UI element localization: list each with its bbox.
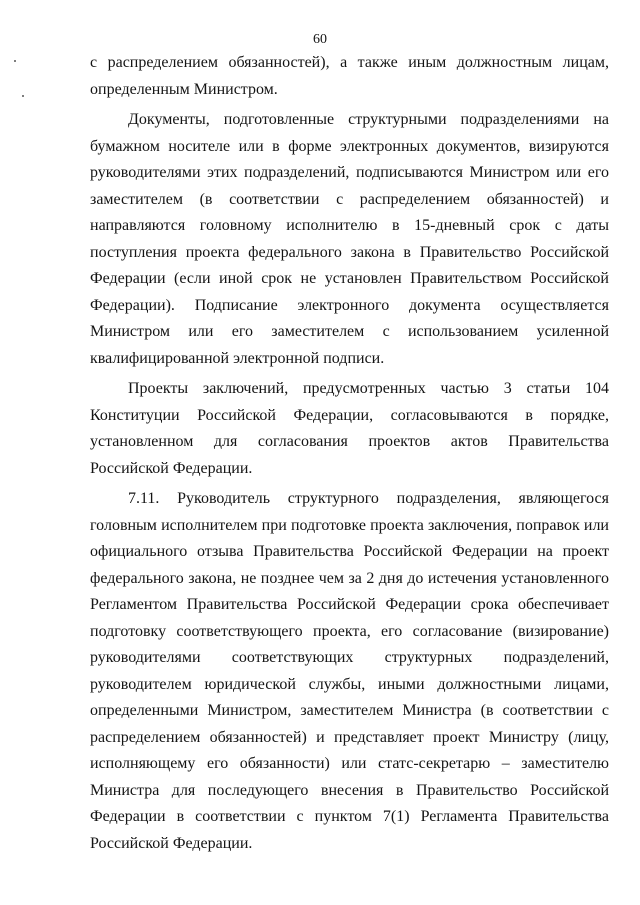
scan-speck — [14, 60, 16, 62]
paragraph-draft-conclusions: Проекты заключений, предусмотренных частью 3 статьи 104 Конституции Российской Федерации, согласовываются в порядке, установленном для согласования проектов актов Правительства Российской Федерации. — [90, 380, 609, 477]
paragraph-7-11: 7.11. Руководитель структурного подразделения, являющегося головным исполнителем при подготовке проекта заключения, поправок или официального отзыва Правительства Российской Федерации на проект федерального закона, не позднее чем за 2 дня до истечения установленного Регламентом Правительства Российской Федерации срока обеспечивает подготовку соответствующего проекта, его согласование (визирование) руководителями соответствующих структурных подразделений, руководителем юридической службы, иными должностными лицами, определенными Министром, заместителем Министра (в соответствии с распределением обязанностей) и представляет проект Министру (лицу, исполняющему его обязанности) или статс-секретарю – заместителю Министра для последующего внесения в Правительство Российской Федерации в соответствии с пунктом 7(1) Регламента Правительства Российской Федерации. — [90, 490, 609, 852]
paragraph-continuation: с распределением обязанностей), а также иным должностным лицам, определенным Министром. — [90, 54, 609, 98]
document-body — [90, 50, 609, 857]
paragraph-documents: Документы, подготовленные структурными подразделениями на бумажном носителе или в форме электронных документов, визируются руководителями этих подразделений, подписываются Министром или его заместителем (в соответствии с распределением обязанностей) и направляются головному исполнителю в 15-дневный срок с даты поступления проекта федерального закона в Правительство Российской Федерации (если иной срок не установлен Правительством Российской Федерации). Подписание электронного документа осуществляется Министром или его заместителем с использованием усиленной квалифицированной электронной подписи. — [90, 111, 609, 367]
page-number: 60 — [313, 32, 327, 47]
scan-speck — [22, 95, 24, 97]
